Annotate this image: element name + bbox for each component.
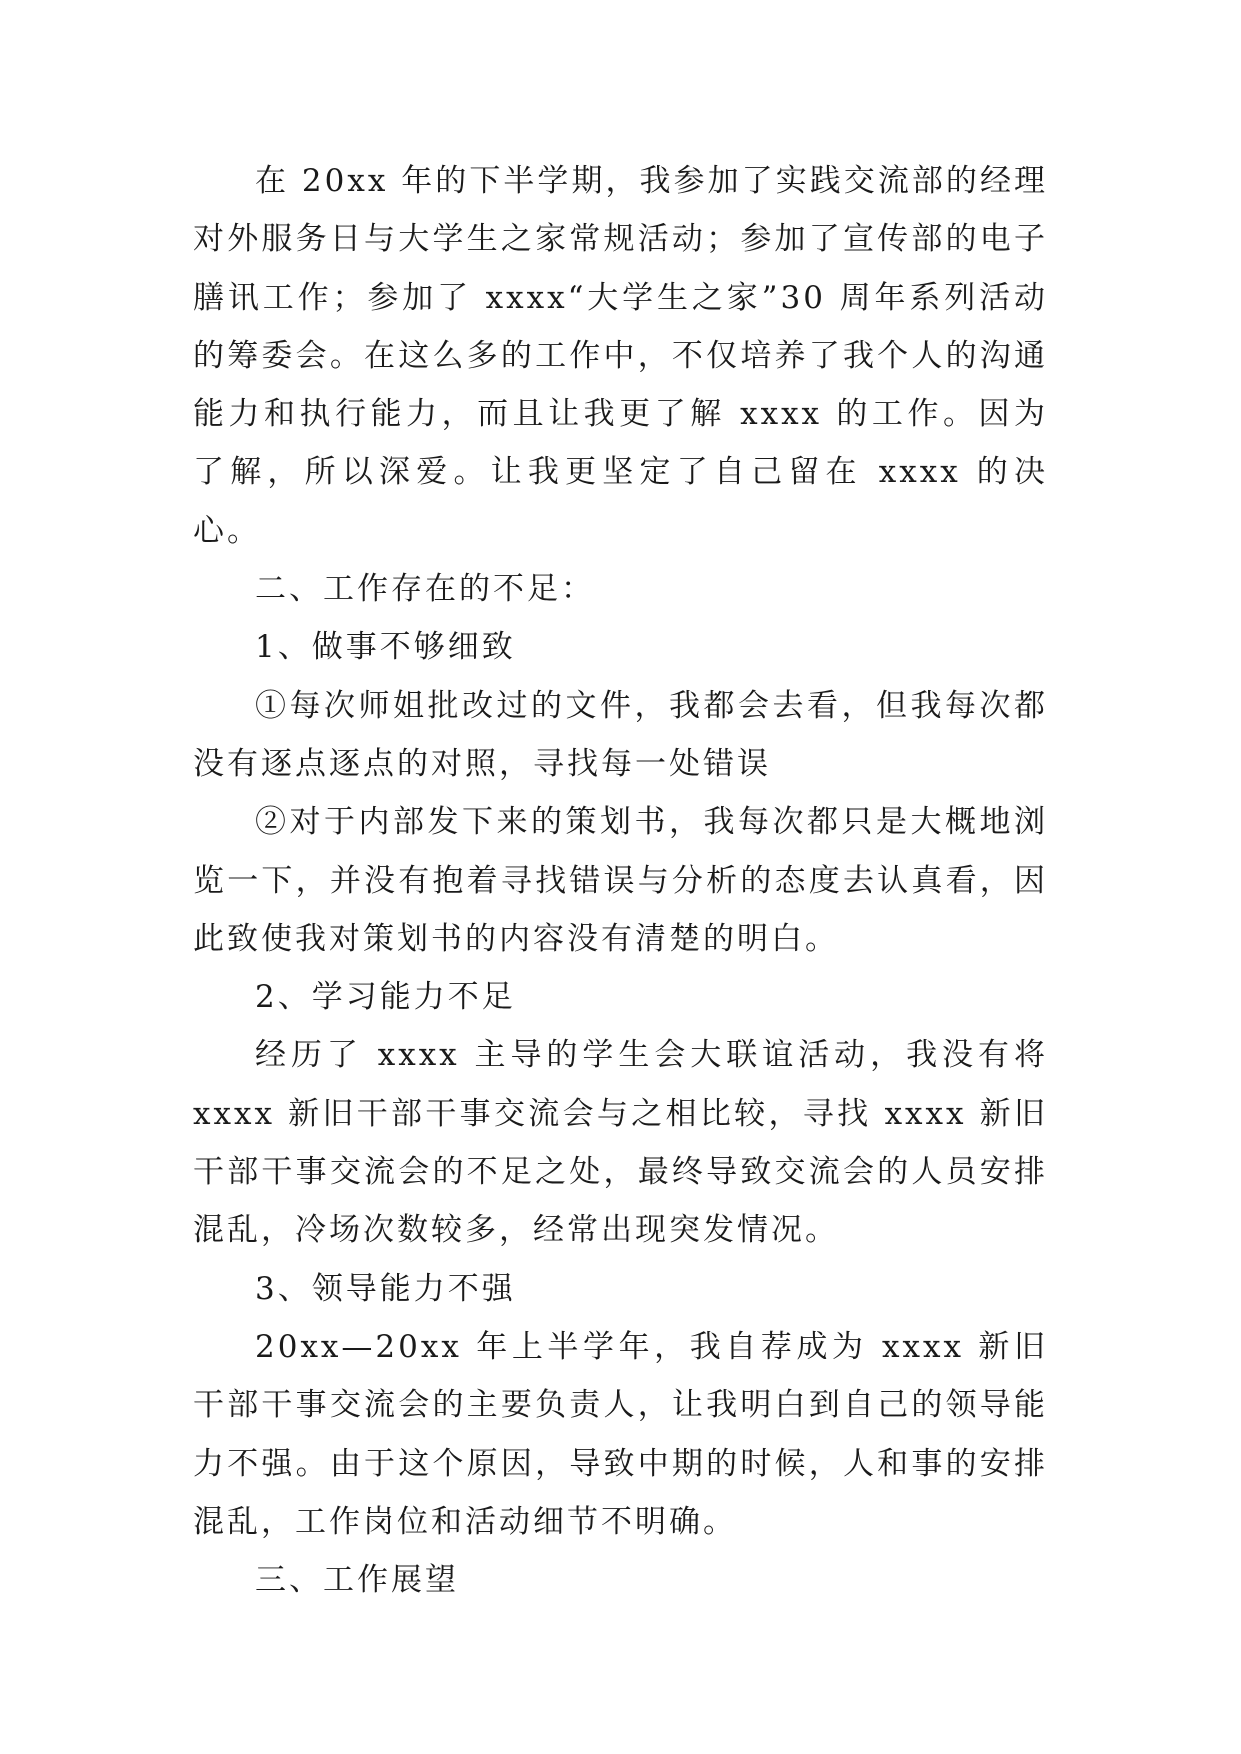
subheading-leadership: 3、领导能力不强 [255, 1270, 516, 1307]
paragraph-leadership: 20xx—20xx 年上半学年，我自荐成为 xxxx 新旧干部干事交流会的主要负责人，让我明白到自己的领导能力不强。由于这个原因，导致中期的时候，人和事的安排混乱，工作岗位和活动细节不明确。 [193, 1328, 1048, 1540]
paragraph-learning: 经历了 xxxx 主导的学生会大联谊活动，我没有将 xxxx 新旧干部干事交流会与之相比较，寻找 xxxx 新旧干部干事交流会的不足之处，最终导致交流会的人员安排混乱，冷场次数较多，经常出现突发情况。 [193, 1037, 1048, 1249]
paragraph-activities: 在 20xx 年的下半学期，我参加了实践交流部的经理对外服务日与大学生之家常规活动；参加了宣传部的电子膳讯工作；参加了 xxxx“大学生之家”30 周年系列活动的筹委会。在这么多的工作中，不仅培养了我个人的沟通能力和执行能力，而且让我更了解 xxxx 的工作。因为了解，所以深爱。让我更坚定了自己留在 xxxx 的决心。 [193, 163, 1048, 549]
heading-shortcomings: 二、工作存在的不足： [255, 571, 595, 608]
subheading-learning-ability: 2、学习能力不足 [255, 979, 516, 1016]
document-body [193, 152, 1048, 1609]
subheading-not-careful: 1、做事不够细致 [255, 629, 516, 666]
paragraph-point-2: ②对于内部发下来的策划书，我每次都只是大概地浏览一下，并没有抱着寻找错误与分析的态度去认真看，因此致使我对策划书的内容没有清楚的明白。 [193, 804, 1048, 957]
paragraph-point-1: ①每次师姐批改过的文件，我都会去看，但我每次都没有逐点逐点的对照，寻找每一处错误 [193, 687, 1048, 782]
heading-outlook: 三、工作展望 [255, 1562, 459, 1599]
